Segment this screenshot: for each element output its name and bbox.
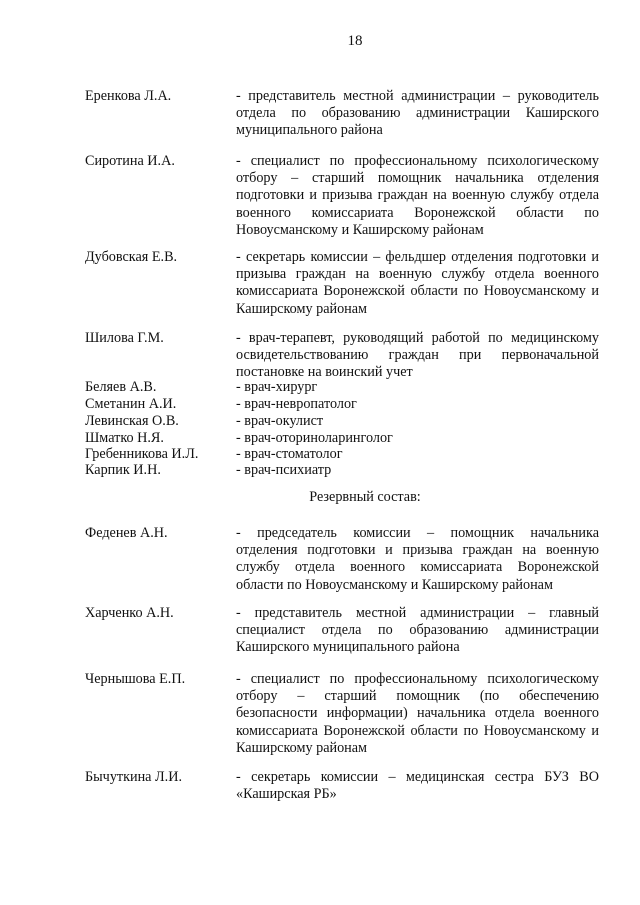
member-name: Шилова Г.М.	[85, 330, 164, 346]
reserve-member-name: Феденев А.Н.	[85, 525, 168, 541]
reserve-member-name: Чернышова Е.П.	[85, 671, 186, 687]
reserve-member-role: - специалист по профессиональному психологическому отбору – старший помощник (по обеспечению безопасности информации) начальника отдела военного комиссариата Воронежской области по Новоусманскому и Каширскому районам	[236, 671, 599, 756]
member-role: - секретарь комиссии – фельдшер отделения подготовки и призыва граждан на военную службу отдела военного комиссариата Воронежской области по Новоусманскому и Каширскому районам	[236, 249, 599, 317]
doctor-name: Карпик И.Н.	[85, 462, 161, 478]
page-number: 18	[347, 33, 363, 49]
reserve-member-role: - секретарь комиссии – медицинская сестра БУЗ ВО «Каширская РБ»	[236, 769, 599, 803]
member-name: Сиротина И.А.	[85, 153, 175, 169]
member-name: Еренкова Л.А.	[85, 88, 172, 104]
doctor-name: Сметанин А.И.	[85, 396, 177, 412]
doctor-role: - врач-психиатр	[236, 462, 332, 478]
member-name: Дубовская Е.В.	[85, 249, 178, 265]
reserve-member-role: - председатель комиссии – помощник начальника отделения подготовки и призыва граждан на военную службу отдела военного комиссариата Воронежской области по Новоусманскому и Каширскому районам	[236, 525, 599, 593]
doctor-name: Беляев А.В.	[85, 379, 157, 395]
reserve-member-name: Харченко А.Н.	[85, 605, 174, 621]
doctor-role: - врач-стоматолог	[236, 446, 343, 462]
doctor-name: Левинская О.В.	[85, 413, 179, 429]
member-role: - специалист по профессиональному психологическому отбору – старший помощник начальника отделения подготовки и призыва граждан на военную службу отдела военного комиссариата Воронежской области по Новоусманскому и Каширскому районам	[236, 153, 599, 238]
reserve-heading: Резервный состав:	[309, 489, 421, 505]
reserve-member-name: Бычуткина Л.И.	[85, 769, 182, 785]
reserve-member-role: - представитель местной администрации – главный специалист отдела по образованию администрации Каширского муниципального района	[236, 605, 599, 656]
doctor-role: - врач-невропатолог	[236, 396, 357, 412]
doctor-name: Шматко Н.Я.	[85, 430, 164, 446]
doctor-name: Гребенникова И.Л.	[85, 446, 199, 462]
doctor-role: - врач-хирург	[236, 379, 318, 395]
member-role: - врач-терапевт, руководящий работой по медицинскому освидетельствованию граждан при первоначальной постановке на воинский учет	[236, 330, 599, 381]
member-role: - представитель местной администрации – руководитель отдела по образованию администрации Каширского муниципального района	[236, 88, 599, 139]
doctor-role: - врач-оториноларинголог	[236, 430, 393, 446]
doctor-role: - врач-окулист	[236, 413, 324, 429]
